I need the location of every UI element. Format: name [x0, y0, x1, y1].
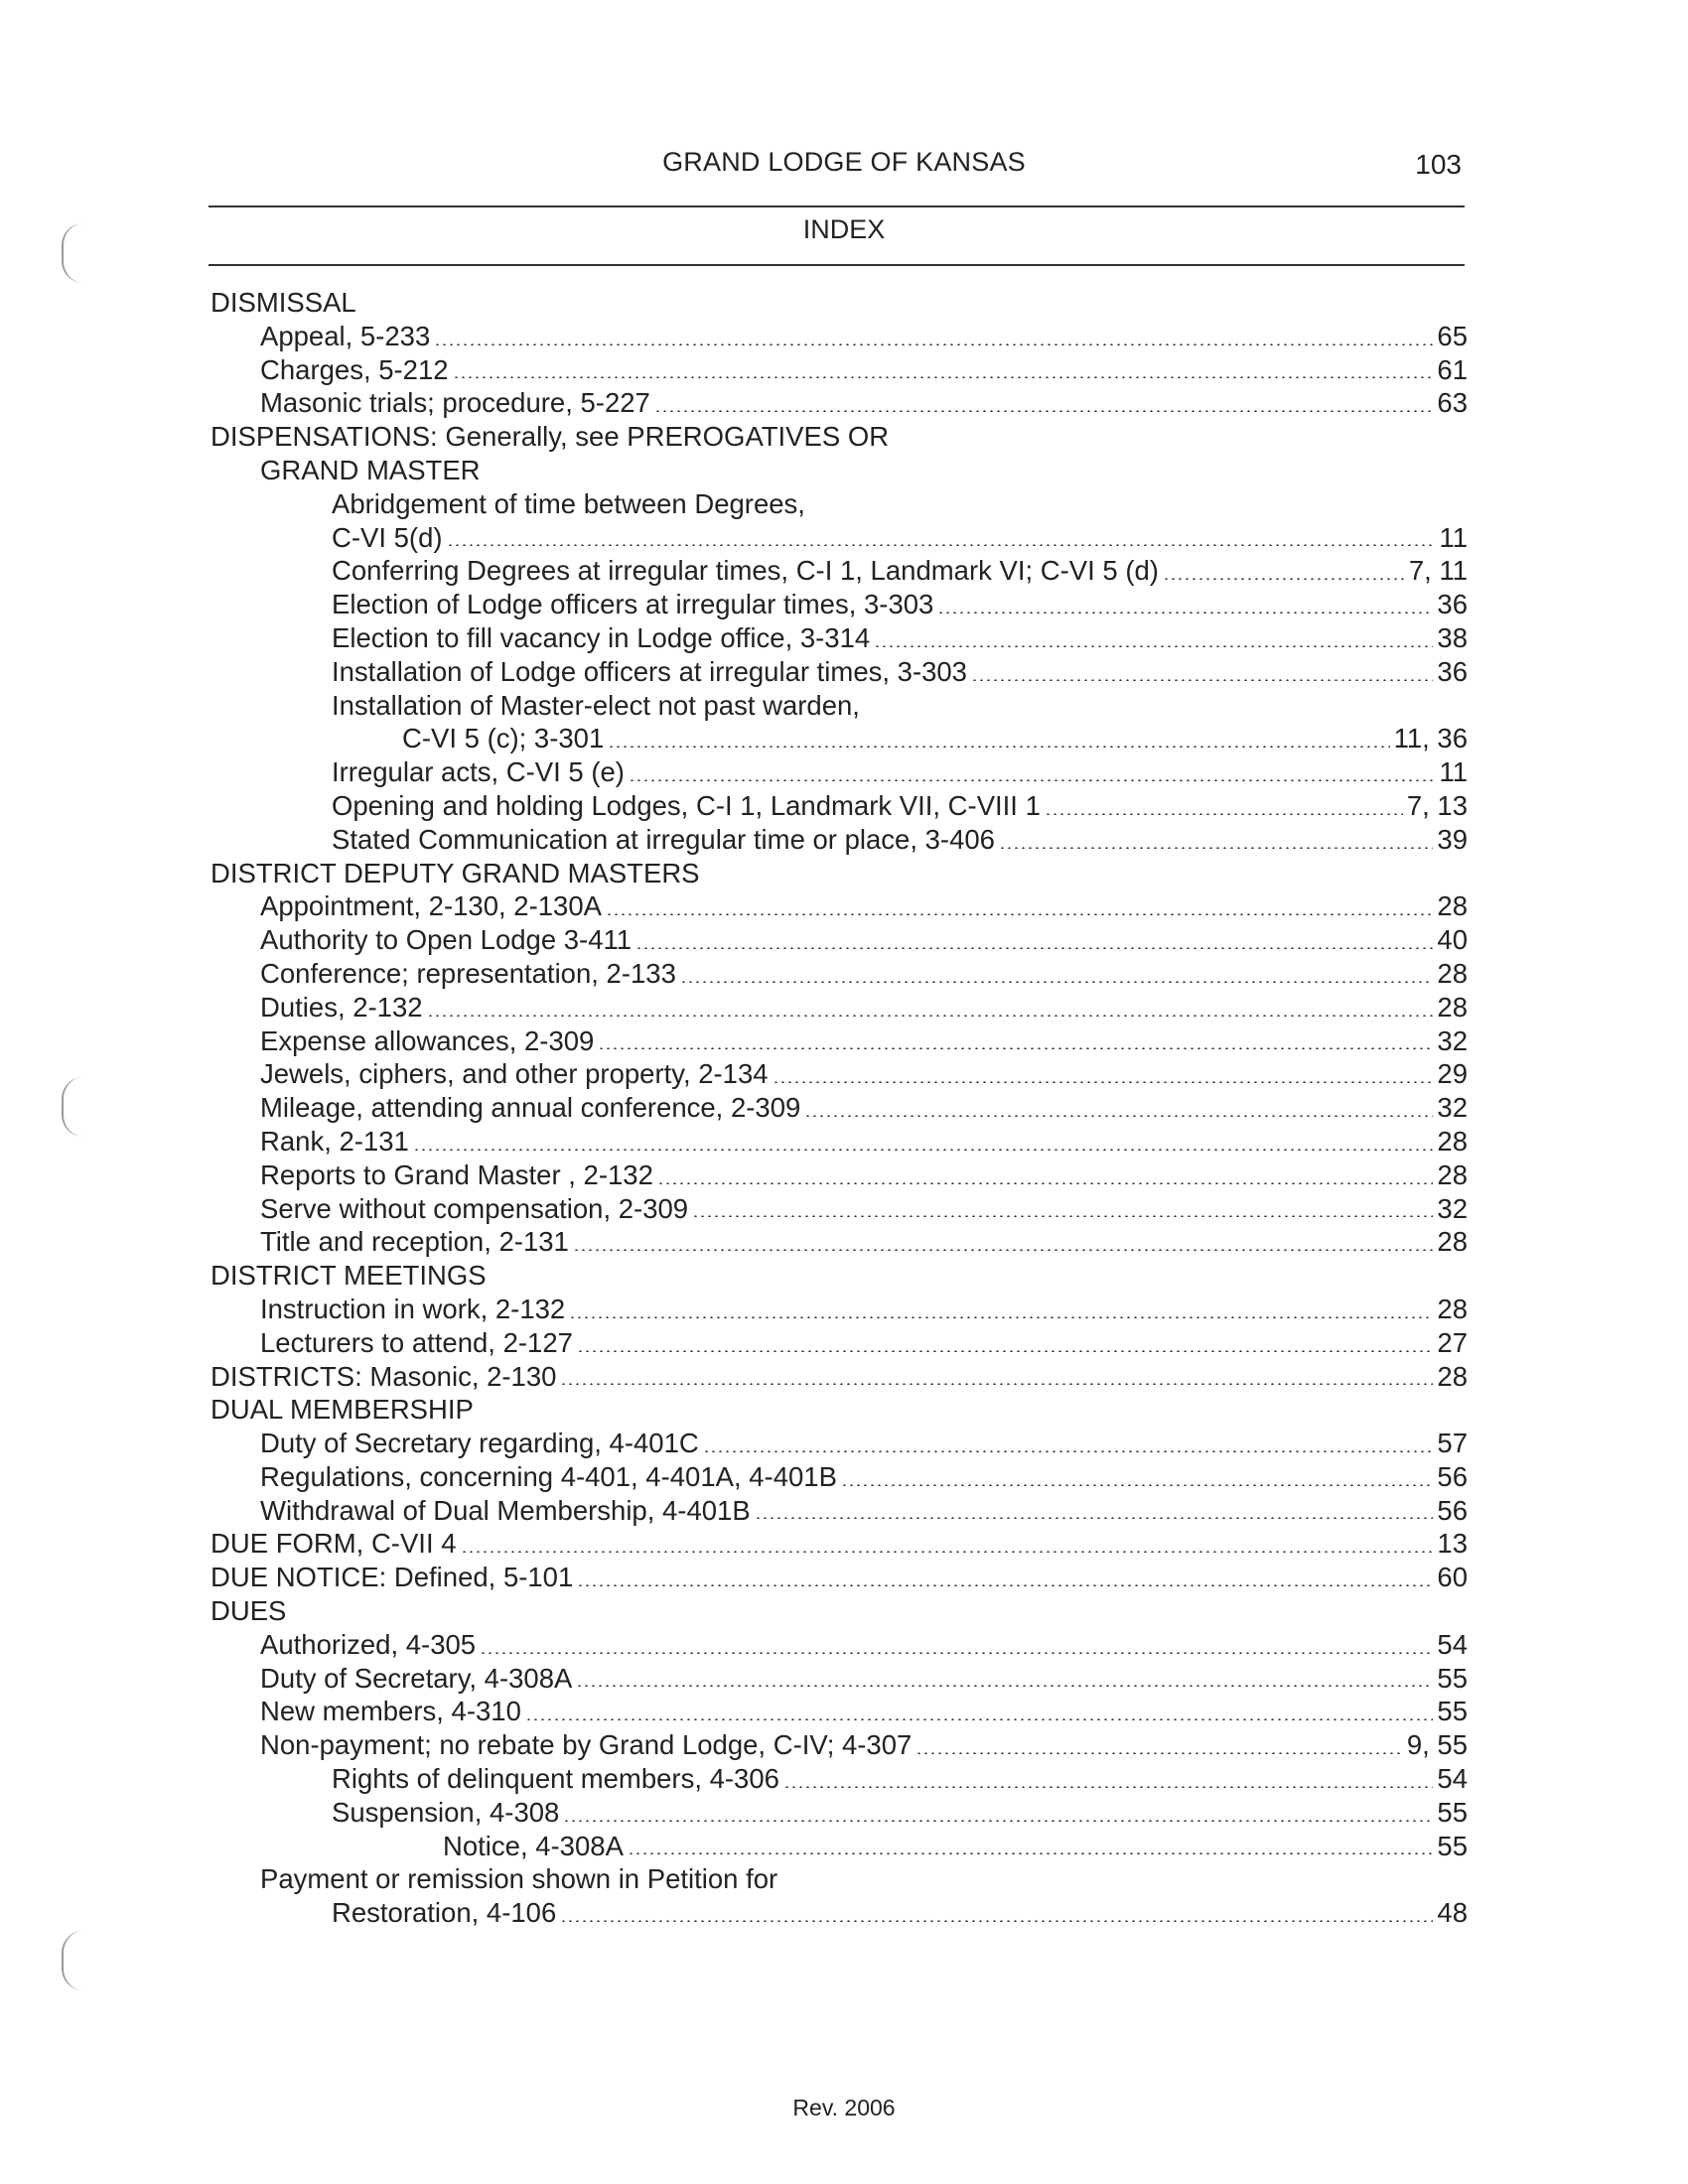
index-entry	[211, 1159, 1468, 1192]
index-entry-text: Serve without compensation, 2-309	[260, 1192, 689, 1224]
index-entry	[211, 1561, 1468, 1594]
index-entry-page: 32	[1437, 1092, 1468, 1124]
index-entry-page: 28	[1437, 1360, 1468, 1392]
index-entry	[211, 1762, 1468, 1796]
index-entry	[211, 1494, 1468, 1528]
index-entry	[211, 487, 1468, 521]
index-entry-text: Installation of Master-elect not past warden,	[332, 689, 860, 721]
index-entry-page: 29	[1437, 1058, 1468, 1090]
index-entry-page: 28	[1437, 957, 1468, 989]
dot-leader	[628, 1852, 1434, 1854]
dot-leader	[453, 376, 1434, 378]
index-entry-text: Jewels, ciphers, and other property, 2-134	[260, 1058, 769, 1090]
dot-leader	[1045, 813, 1403, 815]
index-entry-page: 7, 11	[1408, 555, 1468, 587]
page-number: 103	[1415, 149, 1462, 180]
index-entry-page: 60	[1437, 1562, 1468, 1593]
index-entry-page: 28	[1437, 1125, 1468, 1157]
index-entry	[211, 957, 1468, 991]
dot-leader	[576, 1685, 1433, 1687]
dot-leader	[606, 913, 1433, 915]
dot-leader	[563, 1820, 1433, 1822]
dot-leader	[657, 1182, 1434, 1184]
index-entry-page: 56	[1437, 1460, 1468, 1492]
index-entry	[211, 588, 1468, 621]
index-entry-text: Duties, 2-132	[260, 991, 423, 1023]
index-entry-page: 48	[1437, 1897, 1468, 1929]
index-entry-text: Abridgement of time between Degrees,	[332, 487, 805, 519]
index-entry	[211, 823, 1468, 857]
index-entry-page: 11, 36	[1393, 723, 1468, 754]
index-entry-page: 28	[1437, 890, 1468, 922]
dot-leader	[577, 1350, 1433, 1352]
dot-leader	[999, 847, 1433, 849]
index-entry	[211, 1360, 1468, 1394]
index-entry-text: Regulations, concerning 4-401, 4-401A, 4-401B	[260, 1460, 837, 1492]
binding-hole-mark	[62, 223, 85, 283]
index-entry	[211, 655, 1468, 689]
running-header-title: GRAND LODGE OF KANSAS	[662, 147, 1026, 177]
index-entry	[211, 1527, 1468, 1561]
index-entry-text: Charges, 5-212	[260, 353, 449, 385]
index-entry-page: 36	[1437, 655, 1468, 687]
index-entry-page: 28	[1437, 1293, 1468, 1324]
index-entry-list	[211, 286, 1468, 1930]
index-entry-text: Appointment, 2-130, 2-130A	[260, 890, 602, 922]
index-entry	[211, 521, 1468, 555]
index-entry-text: Appeal, 5-233	[260, 320, 431, 351]
dot-leader	[573, 1249, 1434, 1251]
section-title: INDEX	[802, 214, 886, 244]
index-entry	[211, 1830, 1468, 1863]
index-entry	[211, 857, 1468, 890]
index-entry-text: DISPENSATIONS: Generally, see PREROGATIVES OR	[211, 421, 890, 453]
dot-leader	[480, 1652, 1433, 1654]
index-entry-page: 9, 55	[1406, 1729, 1468, 1761]
index-entry-text: Rank, 2-131	[260, 1125, 409, 1157]
index-entry-page: 56	[1437, 1494, 1468, 1526]
binding-hole-mark	[62, 1931, 85, 1990]
index-entry-text: Election to fill vacancy in Lodge office, 3-314	[332, 621, 871, 653]
dot-leader	[413, 1149, 1434, 1151]
index-entry	[211, 454, 1468, 487]
index-entry-page: 32	[1437, 1024, 1468, 1056]
index-entry-page: 54	[1437, 1628, 1468, 1660]
dot-leader	[577, 1584, 1433, 1586]
index-entry-text: GRAND MASTER	[260, 454, 481, 485]
index-entry-text: Payment or remission shown in Petition for	[260, 1863, 778, 1895]
index-entry-text: Instruction in work, 2-132	[260, 1293, 566, 1324]
dot-leader	[783, 1786, 1433, 1788]
index-entry	[211, 1091, 1468, 1125]
index-entry	[211, 1460, 1468, 1494]
index-entry-text: Conferring Degrees at irregular times, C-I 1, Landmark VI; C-VI 5 (d)	[332, 555, 1159, 587]
index-entry-text: Withdrawal of Dual Membership, 4-401B	[260, 1494, 751, 1526]
dot-leader	[841, 1484, 1433, 1486]
header-rule-bottom	[209, 264, 1465, 266]
index-entry	[211, 286, 1468, 320]
index-entry-text: Installation of Lodge officers at irregular times, 3-303	[332, 655, 967, 687]
index-entry-text: Expense allowances, 2-309	[260, 1024, 595, 1056]
index-entry	[211, 789, 1468, 823]
revision-footer: Rev. 2006	[792, 2095, 896, 2120]
dot-leader	[629, 779, 1435, 781]
index-entry	[211, 353, 1468, 387]
index-entry	[211, 1057, 1468, 1091]
dot-leader	[804, 1115, 1433, 1117]
index-entry-page: 39	[1437, 823, 1468, 855]
dot-leader	[1163, 578, 1405, 580]
index-entry-page: 28	[1437, 1226, 1468, 1258]
index-entry	[211, 689, 1468, 723]
index-entry-page: 55	[1437, 1696, 1468, 1727]
index-entry-page: 11	[1439, 756, 1468, 788]
dot-leader	[427, 1015, 1434, 1017]
index-entry	[211, 1427, 1468, 1460]
index-entry-text: C-VI 5 (c); 3-301	[402, 723, 605, 754]
index-entry	[211, 1695, 1468, 1728]
index-entry-text: Rights of delinquent members, 4-306	[332, 1763, 779, 1795]
index-entry	[211, 1192, 1468, 1226]
index-entry	[211, 1326, 1468, 1360]
index-entry	[211, 1293, 1468, 1326]
index-entry-page: 55	[1437, 1662, 1468, 1694]
index-entry-page: 55	[1437, 1796, 1468, 1828]
index-entry-page: 36	[1437, 589, 1468, 620]
index-entry	[211, 1024, 1468, 1058]
index-entry	[211, 1594, 1468, 1628]
index-entry	[211, 722, 1468, 755]
index-entry-page: 27	[1437, 1326, 1468, 1358]
index-entry-text: Opening and holding Lodges, C-I 1, Landmark VII, C-VIII 1	[332, 789, 1041, 821]
index-entry-text: DUE FORM, C-VII 4	[211, 1528, 457, 1560]
index-entry	[211, 1259, 1468, 1293]
index-entry-page: 38	[1437, 621, 1468, 653]
index-entry-text: C-VI 5(d)	[332, 521, 443, 553]
index-entry-page: 13	[1437, 1528, 1468, 1560]
index-entry	[211, 320, 1468, 353]
index-entry-page: 57	[1437, 1428, 1468, 1459]
dot-leader	[937, 612, 1433, 614]
index-entry-page: 55	[1437, 1830, 1468, 1861]
dot-leader	[560, 1920, 1433, 1922]
dot-leader	[692, 1215, 1433, 1217]
index-entry-text: DISMISSAL	[211, 287, 356, 318]
index-entry-text: DUE NOTICE: Defined, 5-101	[211, 1562, 574, 1593]
index-entry-text: DISTRICT MEETINGS	[211, 1260, 487, 1292]
index-entry-page: 61	[1437, 353, 1468, 385]
dot-leader	[525, 1718, 1434, 1720]
index-entry	[211, 1628, 1468, 1662]
index-entry-page: 63	[1437, 387, 1468, 419]
index-entry-text: New members, 4-310	[260, 1696, 521, 1727]
index-entry-page: 65	[1437, 320, 1468, 351]
binding-hole-mark	[62, 1077, 85, 1137]
header-rule-top	[209, 205, 1465, 207]
index-entry	[211, 755, 1468, 789]
index-entry	[211, 1862, 1468, 1896]
index-entry	[211, 889, 1468, 923]
index-entry-text: Non-payment; no rebate by Grand Lodge, C-IV; 4-307	[260, 1729, 913, 1761]
index-entry	[211, 923, 1468, 957]
index-entry	[211, 991, 1468, 1024]
index-entry-text: Notice, 4-308A	[443, 1830, 624, 1861]
index-entry-text: Mileage, attending annual conference, 2-309	[260, 1092, 801, 1124]
index-entry-text: DISTRICTS: Masonic, 2-130	[211, 1360, 557, 1392]
dot-leader	[703, 1450, 1434, 1452]
index-entry-page: 40	[1437, 924, 1468, 956]
index-entry-text: Authorized, 4-305	[260, 1628, 477, 1660]
dot-leader	[461, 1551, 1434, 1553]
index-entry-text: Stated Communication at irregular time or place, 3-406	[332, 823, 995, 855]
index-entry-page: 28	[1437, 1159, 1468, 1190]
index-entry-text: DUES	[211, 1595, 287, 1627]
index-entry	[211, 1896, 1468, 1930]
index-entry-text: Duty of Secretary regarding, 4-401C	[260, 1428, 699, 1459]
dot-leader	[654, 410, 1434, 412]
dot-leader	[447, 544, 1436, 546]
index-entry	[211, 386, 1468, 420]
index-entry	[211, 554, 1468, 588]
index-entry	[211, 621, 1468, 655]
index-entry-text: Title and reception, 2-131	[260, 1226, 569, 1258]
index-entry-text: Lecturers to attend, 2-127	[260, 1326, 573, 1358]
index-entry-text: Reports to Grand Master , 2-132	[260, 1159, 653, 1190]
dot-leader	[755, 1517, 1434, 1519]
dot-leader	[608, 746, 1389, 748]
index-entry-text: DISTRICT DEPUTY GRAND MASTERS	[211, 857, 700, 888]
dot-leader	[434, 343, 1433, 345]
index-entry	[211, 1728, 1468, 1762]
dot-leader	[569, 1316, 1433, 1318]
index-entry	[211, 1393, 1468, 1427]
index-entry-page: 7, 13	[1406, 789, 1468, 821]
index-entry-page: 32	[1437, 1192, 1468, 1224]
index-entry-page: 11	[1439, 521, 1468, 553]
index-entry	[211, 420, 1468, 454]
index-entry-text: Restoration, 4-106	[332, 1897, 557, 1929]
index-entry-text: DUAL MEMBERSHIP	[211, 1394, 474, 1426]
index-entry	[211, 1225, 1468, 1259]
index-entry-text: Duty of Secretary, 4-308A	[260, 1662, 573, 1694]
index-entry-text: Authority to Open Lodge 3-411	[260, 924, 633, 956]
index-entry	[211, 1125, 1468, 1159]
index-entry-page: 54	[1437, 1763, 1468, 1795]
index-entry-page: 28	[1437, 991, 1468, 1023]
dot-leader	[971, 679, 1433, 681]
index-entry-text: Suspension, 4-308	[332, 1796, 560, 1828]
dot-leader	[915, 1752, 1403, 1754]
dot-leader	[560, 1383, 1433, 1385]
dot-leader	[635, 947, 1433, 949]
dot-leader	[874, 645, 1433, 647]
index-entry	[211, 1796, 1468, 1830]
index-entry-text: Masonic trials; procedure, 5-227	[260, 387, 650, 419]
index-entry-text: Conference; representation, 2-133	[260, 957, 676, 989]
dot-leader	[598, 1047, 1433, 1049]
index-entry	[211, 1662, 1468, 1696]
index-entry-text: Irregular acts, C-VI 5 (e)	[332, 756, 625, 788]
dot-leader	[773, 1081, 1434, 1083]
dot-leader	[680, 981, 1434, 983]
index-entry-text: Election of Lodge officers at irregular times, 3-303	[332, 589, 934, 620]
